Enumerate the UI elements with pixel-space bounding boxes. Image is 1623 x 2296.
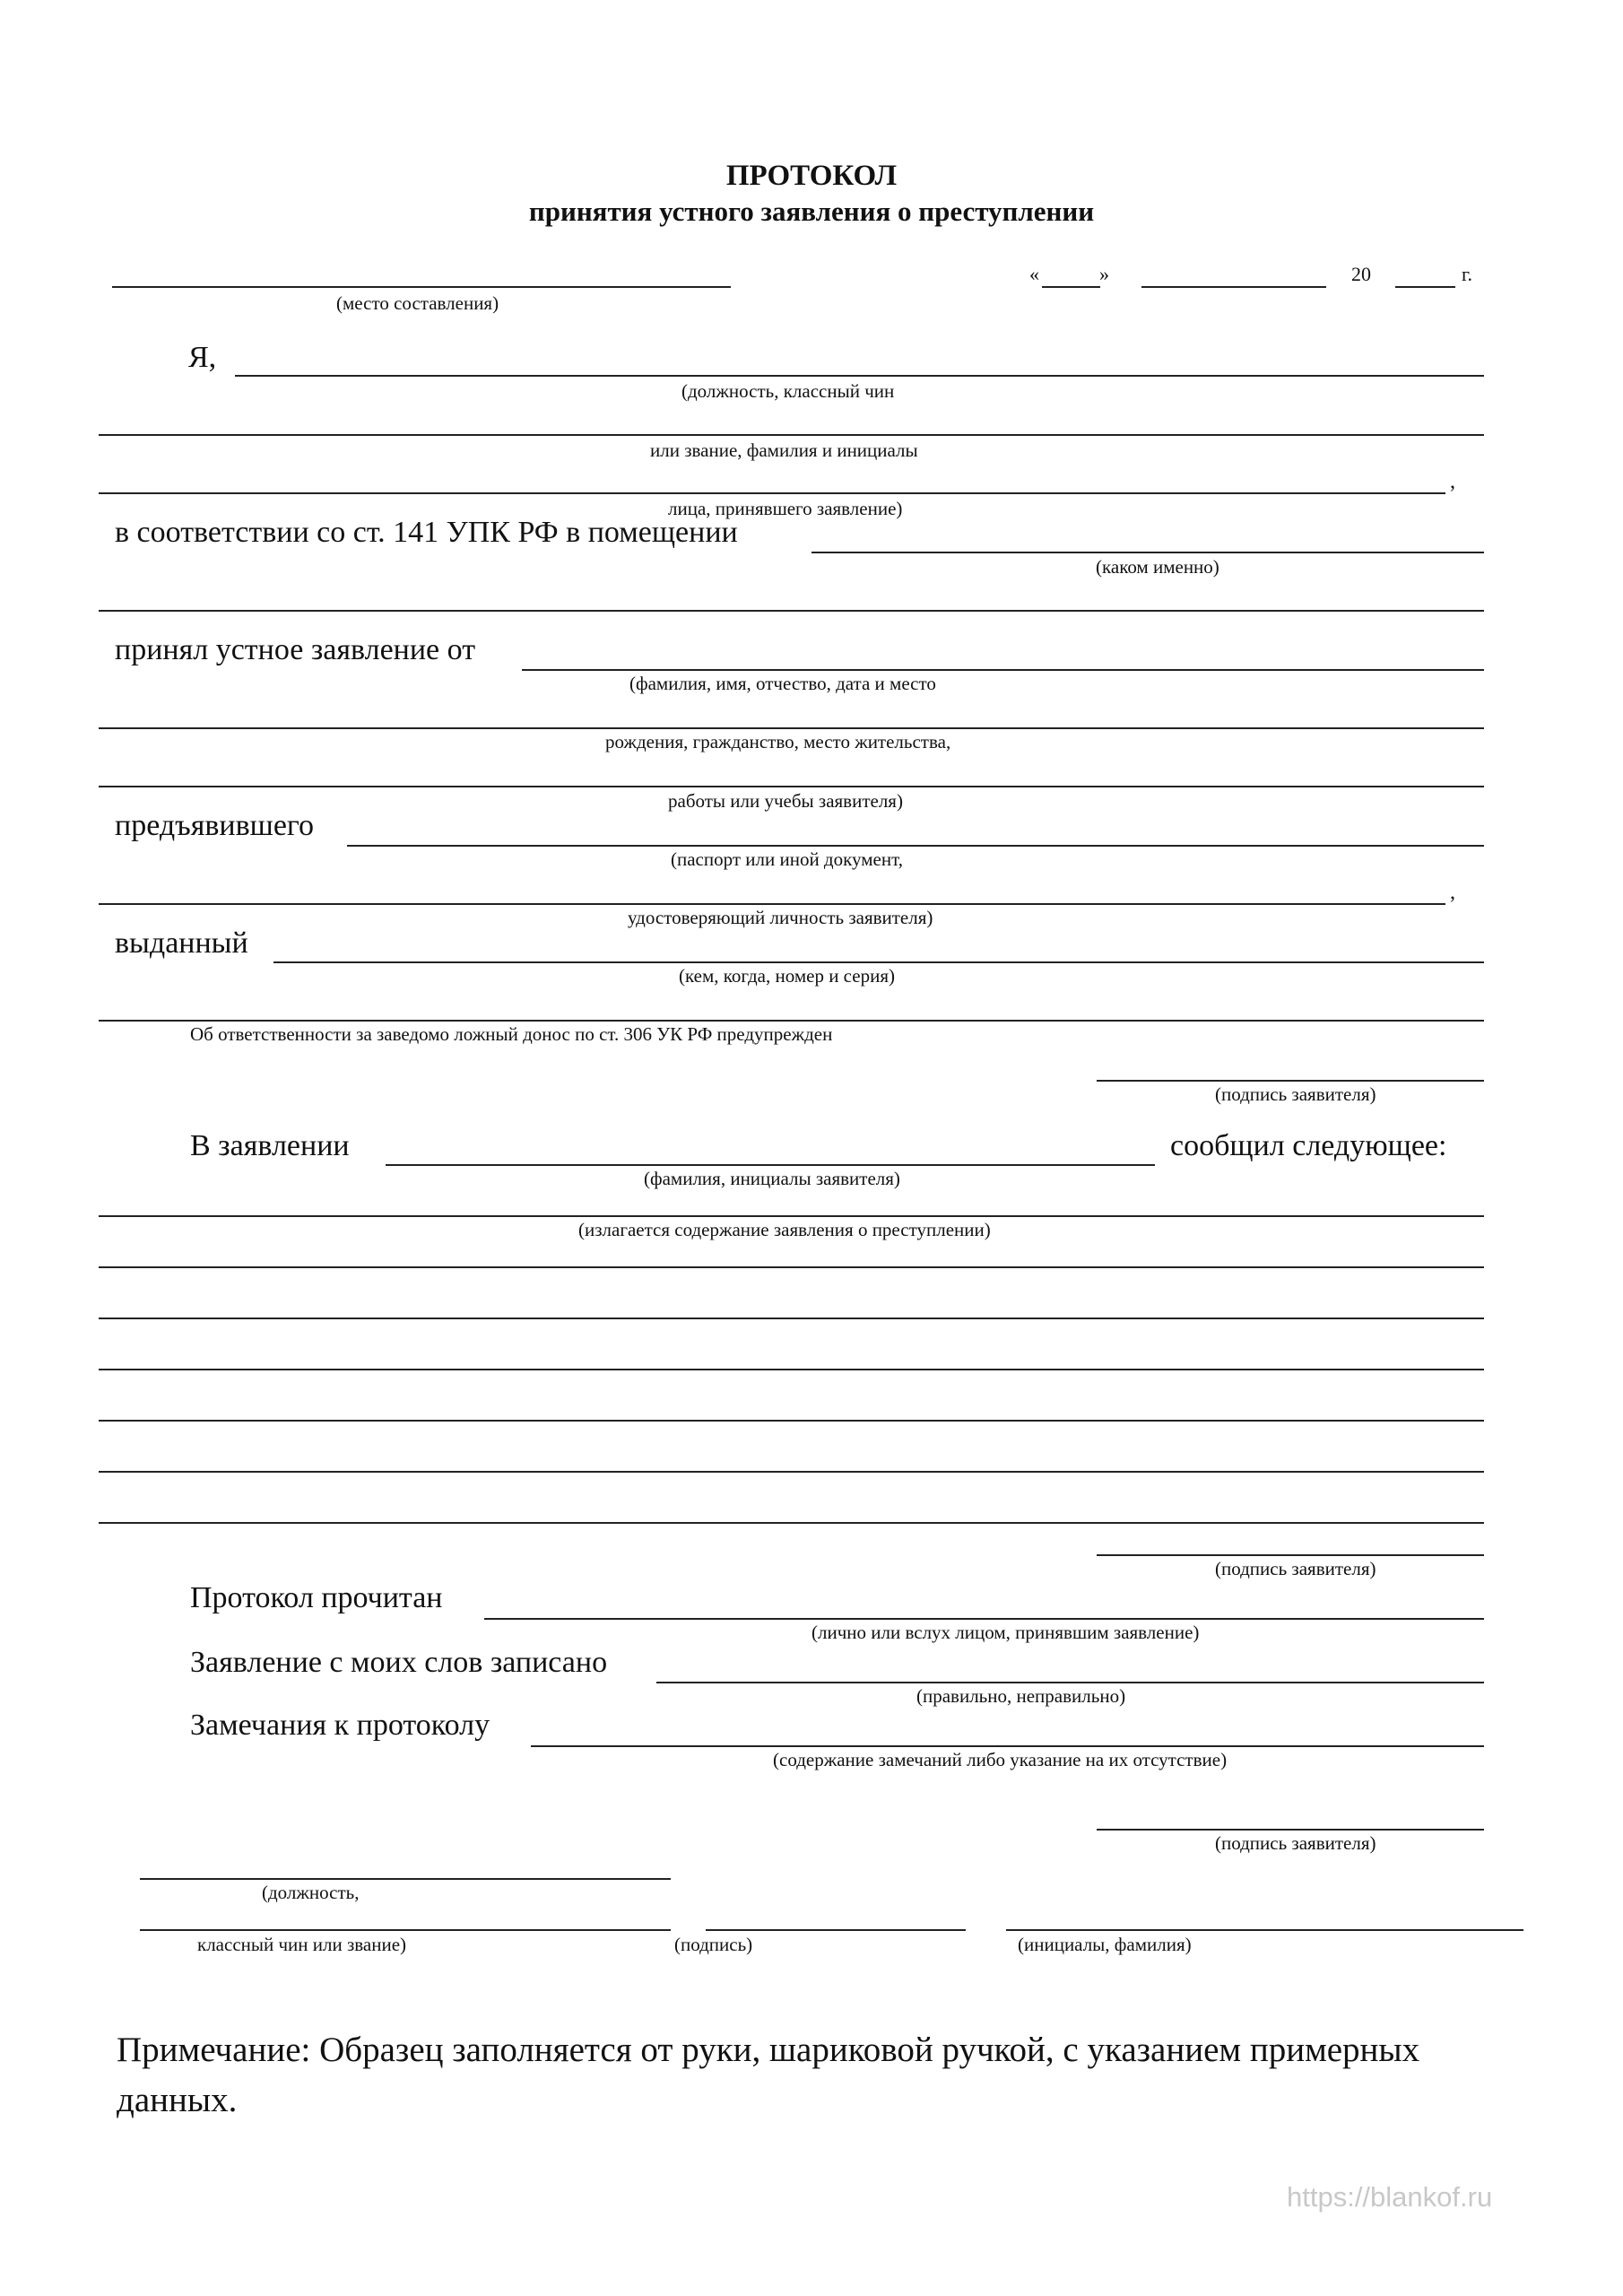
quote-open: « [1029, 263, 1039, 285]
officer-position-caption: (должность, [262, 1882, 360, 1903]
statement-content-line-3[interactable] [99, 1318, 1484, 1319]
officer-signature-field[interactable] [706, 1929, 966, 1931]
remarks-signature-caption: (подпись заявителя) [1215, 1832, 1376, 1854]
premises-caption: (каком именно) [1096, 556, 1219, 578]
statement-signature-caption: (подпись заявителя) [1215, 1558, 1376, 1579]
warning-signature-field[interactable] [1097, 1080, 1484, 1082]
document-title: ПРОТОКОЛ [725, 160, 898, 192]
issued-label: выданный [115, 926, 248, 960]
recorded-caption: (правильно, неправильно) [916, 1685, 1126, 1707]
remarks-label: Замечания к протоколу [190, 1709, 490, 1742]
officer-rank-caption: классный чин или звание) [197, 1934, 407, 1955]
premises-field-2[interactable] [99, 610, 1484, 612]
premises-field[interactable] [812, 552, 1484, 553]
document-caption-1: (паспорт или иной документ, [671, 848, 903, 870]
document-field-2[interactable] [99, 903, 1445, 905]
document-label: предъявившего [115, 809, 315, 842]
applicant-label: принял устное заявление от [115, 633, 476, 666]
officer-signature-caption: (подпись) [674, 1934, 753, 1955]
officer-comma: , [1450, 470, 1455, 493]
month-field[interactable] [1141, 286, 1326, 288]
warning-signature-caption: (подпись заявителя) [1215, 1083, 1376, 1105]
premises-label: в соответствии со ст. 141 УПК РФ в помещении [115, 516, 738, 549]
statement-label: В заявлении [190, 1129, 350, 1162]
statement-content-caption: (излагается содержание заявления о преступлении) [578, 1219, 991, 1240]
read-label: Протокол прочитан [190, 1581, 443, 1614]
officer-field-2[interactable] [99, 434, 1484, 436]
officer-caption-1: (должность, классный чин [681, 380, 895, 402]
statement-signature-field[interactable] [1097, 1554, 1484, 1556]
officer-field-1[interactable] [235, 375, 1484, 377]
recorded-label: Заявление с моих слов записано [190, 1646, 608, 1679]
applicant-caption-1: (фамилия, имя, отчество, дата и место [629, 673, 936, 694]
officer-caption-2: или звание, фамилия и инициалы [650, 439, 918, 461]
statement-content-line-2[interactable] [99, 1266, 1484, 1268]
applicant-caption-2: рождения, гражданство, место жительства, [605, 731, 951, 752]
quote-close: » [1099, 263, 1109, 285]
document-subtitle: принятия устного заявления о преступлении [528, 196, 1095, 227]
statement-caption: (фамилия, инициалы заявителя) [644, 1168, 900, 1189]
applicant-field-3[interactable] [99, 786, 1484, 787]
document-comma: , [1450, 881, 1455, 904]
remarks-caption: (содержание замечаний либо указание на их отсутствие) [773, 1749, 1228, 1770]
statement-content-line-1[interactable] [99, 1215, 1484, 1217]
i-label: Я, [188, 341, 217, 374]
document-field-1[interactable] [347, 845, 1484, 847]
officer-rank-field[interactable] [140, 1929, 671, 1931]
reported-label: сообщил следующее: [1170, 1129, 1447, 1162]
issued-caption: (кем, когда, номер и серия) [679, 965, 895, 987]
document-caption-2: удостоверяющий личность заявителя) [628, 907, 933, 928]
officer-caption-3: лица, принявшего заявление) [668, 498, 903, 519]
applicant-field-2[interactable] [99, 727, 1484, 729]
officer-position-field[interactable] [140, 1878, 671, 1880]
remarks-field[interactable] [531, 1745, 1484, 1747]
warning-text: Об ответственности за заведомо ложный донос по ст. 306 УК РФ предупрежден [190, 1023, 833, 1045]
note-text: Примечание: Образец заполняется от руки, шариковой ручкой, с указанием примерных данных. [117, 2031, 1420, 2119]
issued-field[interactable] [273, 961, 1484, 963]
place-field[interactable] [112, 286, 731, 288]
source-link[interactable]: https://blankof.ru [1287, 2181, 1493, 2213]
statement-content-line-7[interactable] [99, 1522, 1484, 1524]
recorded-field[interactable] [656, 1682, 1484, 1683]
officer-name-field[interactable] [1006, 1929, 1523, 1931]
year-field[interactable] [1395, 286, 1455, 288]
year-prefix: 20 [1351, 263, 1371, 285]
statement-content-line-4[interactable] [99, 1369, 1484, 1370]
read-field[interactable] [484, 1618, 1484, 1620]
remarks-signature-field[interactable] [1097, 1829, 1484, 1831]
day-field[interactable] [1042, 286, 1100, 288]
officer-name-caption: (инициалы, фамилия) [1018, 1934, 1192, 1955]
applicant-field-1[interactable] [522, 669, 1484, 671]
year-suffix: г. [1462, 263, 1473, 285]
applicant-caption-3: работы или учебы заявителя) [668, 790, 903, 812]
officer-field-3[interactable] [99, 492, 1445, 494]
place-caption: (место составления) [336, 292, 499, 314]
statement-content-line-5[interactable] [99, 1420, 1484, 1422]
read-caption: (лично или вслух лицом, принявшим заявление) [812, 1622, 1200, 1643]
issued-field-2[interactable] [99, 1020, 1484, 1022]
statement-content-line-6[interactable] [99, 1471, 1484, 1473]
statement-applicant-field[interactable] [386, 1164, 1155, 1166]
